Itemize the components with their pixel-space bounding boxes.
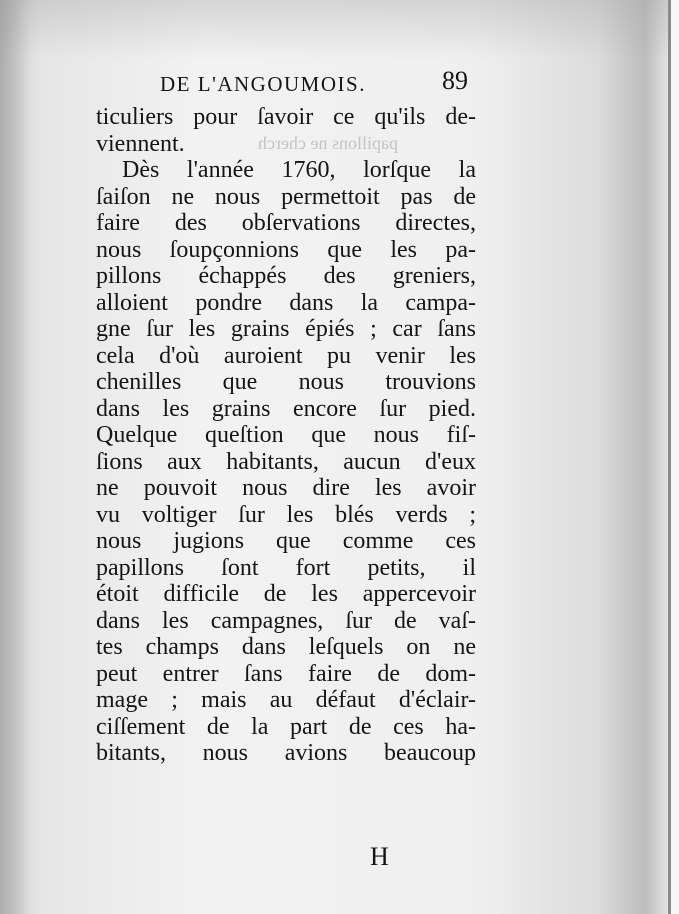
page-edge-line (668, 0, 671, 914)
text-line: dans les campagnes, ſur de vaſ- (96, 607, 476, 634)
text-line: peut entrer ſans faire de dom- (96, 660, 476, 687)
bleed-through-text: papillons ne cherch (258, 133, 398, 153)
text-line: alloient pondre dans la campa- (96, 289, 476, 316)
page-header (160, 66, 480, 100)
body-text (96, 104, 476, 767)
text-line: ciſſement de la part de ces ha- (96, 713, 476, 740)
page-number: 89 (442, 66, 468, 95)
page-edge-strip (671, 0, 679, 914)
text-line: nous jugions que comme ces (96, 528, 476, 554)
text-line: ne pouvoit nous dire les avoir (96, 475, 476, 501)
text-line: faire des obſervations directes, (96, 210, 476, 236)
text-line: viennent. (96, 130, 185, 157)
text-line: ticuliers pour ſavoir ce qu'ils de- (96, 104, 476, 130)
text-line: Quelque queſtion que nous fiſ- (96, 422, 476, 448)
running-title: DE L'ANGOUMOIS. (160, 72, 366, 96)
page-shadow-left (0, 0, 30, 914)
text-line: chenilles que nous trouvions (96, 369, 476, 395)
signature-mark: H (370, 842, 389, 871)
text-line: gne ſur les grains épiés ; car ſans (96, 316, 476, 342)
text-line: cela d'où auroient pu venir les (96, 342, 476, 369)
text-line: ſaiſon ne nous permettoit pas de (96, 183, 476, 210)
text-line: dans les grains encore ſur pied. (96, 395, 476, 422)
text-line: bitants, nous avions beaucoup (96, 740, 476, 766)
text-line: nous ſoupçonnions que les pa- (96, 236, 476, 263)
text-line: papillons ſont fort petits, il (96, 554, 476, 581)
text-line: étoit difficile de les appercevoir (96, 581, 476, 607)
text-line: tes champs dans leſquels on ne (96, 634, 476, 660)
text-line: vu voltiger ſur les blés verds ; (96, 501, 476, 528)
text-line: pillons échappés des greniers, (96, 263, 476, 289)
text-line: Dès l'année 1760, lorſque la (122, 157, 476, 183)
page-shadow-top (0, 0, 679, 60)
text-line: mage ; mais au défaut d'éclair- (96, 687, 476, 713)
text-line: ſions aux habitants, aucun d'eux (96, 448, 476, 475)
